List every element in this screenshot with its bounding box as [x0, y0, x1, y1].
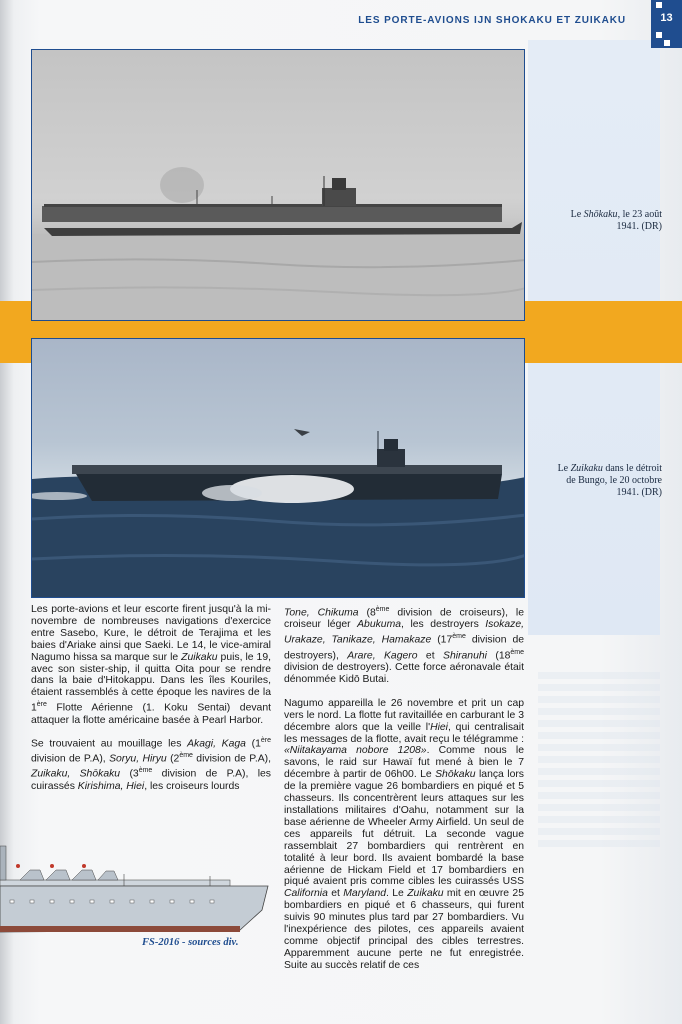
drawing-credit: FS-2016 - sources div.: [142, 937, 239, 948]
caption-ship-name: Shōkaku: [583, 209, 618, 220]
caption-prefix: Le: [570, 209, 584, 220]
paragraph: Les porte-avions et leur escorte firent jusqu'à la mi-novembre de nombreuses navigations d'exercice entre Sasebo, Kure, le détroit de Terajima et les baies d'Ariake ainsi que Saeki. Le 14, le vice-amiral Nagumo hissa sa marque sur le Zuikaku puis, le 19, avec son sister-ship, il quitta Oita pour se rendre dans la baie d'Hitokappu. Dans les îles Kouriles, étaient rassemblés à cette époque les navires de la 1ère Flotte Aérienne (1. Koku Sentai) devant attaquer la flotte américaine basée à Pearl Harbor.: [31, 604, 271, 726]
island-tower: [0, 846, 6, 880]
island-superstructure: [377, 449, 405, 467]
bleed-through-text: [538, 672, 660, 852]
header-title: LES PORTE-AVIONS IJN SHOKAKU ET ZUIKAKU: [358, 15, 626, 26]
flight-deck: [42, 206, 502, 222]
page-number: 13: [660, 12, 673, 24]
island-superstructure: [322, 188, 356, 206]
running-header: [0, 10, 640, 32]
deck-aircraft: [46, 870, 70, 880]
ship-hull: [44, 222, 522, 236]
paragraph: Tone, Chikuma (8ème division de croiseurs), le croiseur léger Abukuma, les destroyers Isokaze, Urakaze, Tanikaze, Hamakaze (17ème division de destroyers), Arare, Kagero et Shiranuhi (18ème division de destroyers). Cette force aéronavale était dénommée Kidō Butai.: [284, 606, 525, 685]
ship-photo-illustration: [32, 50, 525, 321]
deco-square: [664, 40, 670, 46]
paragraph: Nagumo appareilla le 26 novembre et prit un cap vers le nord. La flotte fut ravitaillée en carburant le 3 décembre alors que la veille l'Hiei, qui centralisait les messages de la flotte, avait reçu le télégramme : «Niitakayama nobore 1208». Comme nous le savons, le raid sur Hawaï fut mené à bien le 7 décembre à partir de 06h00. Le Shōkaku lança lors de la première vague 26 bombardiers en piqué et 5 chasseurs. Ils concentrèrent leurs attaques sur les installations militaires d'Oahu, notamment sur la base aérienne de Wheeler Army Airfield. Un seul de ces appareils fut détruit. La seconde vague rassemblait 27 bombardiers qui rentrèrent en totalité à leur bord. Ils avaient bombardé la base aérienne de Hickam Field et 17 bombardiers en piqué avaient pris comme cibles les cuirassés USS California et Maryland. Le Zuikaku mit en œuvre 25 bombardiers en piqué et 6 chasseurs, qui furent suivis 90 minutes plus tard par 27 bombardiers. Vu l'inexpérience des pilotes, ces appareils avaient comme objectif principal des cibles terrestres. Apparemment aucune perte ne fut enregistrée. Suite au succès relatif de ces: [284, 697, 525, 971]
flight-deck: [72, 465, 502, 474]
caption-photo-zuikaku: [535, 463, 662, 499]
hull: [0, 886, 268, 932]
text-column-left: [31, 604, 271, 801]
sea: [32, 234, 525, 321]
deco-square: [656, 2, 662, 8]
carrier-side-view: [0, 840, 276, 940]
ship-photo-illustration: [32, 339, 525, 598]
photo-zuikaku: [31, 338, 525, 598]
photo-shokaku: [31, 49, 525, 321]
caption-prefix: Le: [557, 463, 571, 474]
deck-aircraft: [72, 870, 96, 880]
caption-location: dans le détroit: [602, 463, 662, 474]
ship-profile-drawing: [0, 840, 276, 940]
waterline: [0, 926, 240, 932]
page-number-box: [651, 0, 682, 48]
caption-photo-shokaku: [540, 209, 662, 233]
aircraft: [294, 429, 310, 436]
flight-deck: [0, 880, 230, 886]
deco-square: [656, 32, 662, 38]
deck-aircraft: [98, 871, 118, 880]
deck-aircraft: [20, 870, 44, 880]
caption-ship-name: Zuikaku: [570, 463, 603, 474]
caption-location-date: de Bungo, le 20 octobre: [566, 475, 662, 486]
caption-credit: 1941. (DR): [616, 487, 662, 498]
caption-credit: 1941. (DR): [616, 221, 662, 232]
text-column-right: [284, 604, 524, 980]
caption-date: , le 23 août: [617, 209, 662, 220]
paragraph: Se trouvaient au mouillage les Akagi, Kaga (1ère division de P.A), Soryu, Hiryu (2ème division de P.A), Zuikaku, Shōkaku (3ème division de P.A), les cuirassés Kirishima, Hiei, les croiseurs lourds: [31, 736, 272, 792]
